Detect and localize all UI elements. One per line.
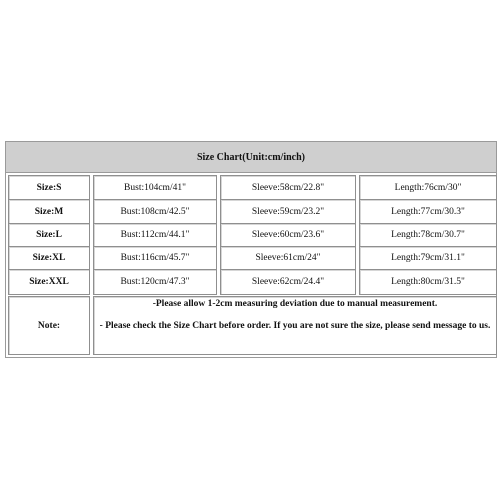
length-xxl: Length:80cm/31.5" — [359, 269, 497, 295]
length-xl: Length:79cm/31.1" — [359, 246, 497, 270]
note-line-deviation: -Please allow 1-2cm measuring deviation due to manual measurement. — [152, 299, 438, 309]
length-l: Length:78cm/30.7" — [359, 223, 497, 247]
sleeve-s: Sleeve:58cm/22.8" — [220, 175, 356, 200]
sleeve-xxl: Sleeve:62cm/24.4" — [220, 269, 356, 295]
bust-l: Bust:112cm/44.1" — [93, 223, 217, 247]
size-label-m: Size:M — [8, 199, 90, 224]
bust-xxl: Bust:120cm/47.3" — [93, 269, 217, 295]
size-label-s: Size:S — [8, 175, 90, 200]
note-text — [93, 296, 497, 355]
sleeve-l: Sleeve:60cm/23.6" — [220, 223, 356, 247]
size-chart-title: Size Chart(Unit:cm/inch) — [6, 142, 496, 173]
bust-m: Bust:108cm/42.5" — [93, 199, 217, 224]
length-s: Length:76cm/30" — [359, 175, 497, 200]
bust-xl: Bust:116cm/45.7" — [93, 246, 217, 270]
sleeve-xl: Sleeve:61cm/24" — [220, 246, 356, 270]
length-m: Length:77cm/30.3" — [359, 199, 497, 224]
size-label-xxl: Size:XXL — [8, 269, 90, 295]
bust-s: Bust:104cm/41" — [93, 175, 217, 200]
size-chart-table — [5, 141, 497, 358]
sleeve-m: Sleeve:59cm/23.2" — [220, 199, 356, 224]
size-label-xl: Size:XL — [8, 246, 90, 270]
note-line-check-size: - Please check the Size Chart before order. If you are not sure the size, please send message to us. — [99, 321, 491, 331]
size-label-l: Size:L — [8, 223, 90, 247]
note-label: Note: — [8, 296, 90, 355]
